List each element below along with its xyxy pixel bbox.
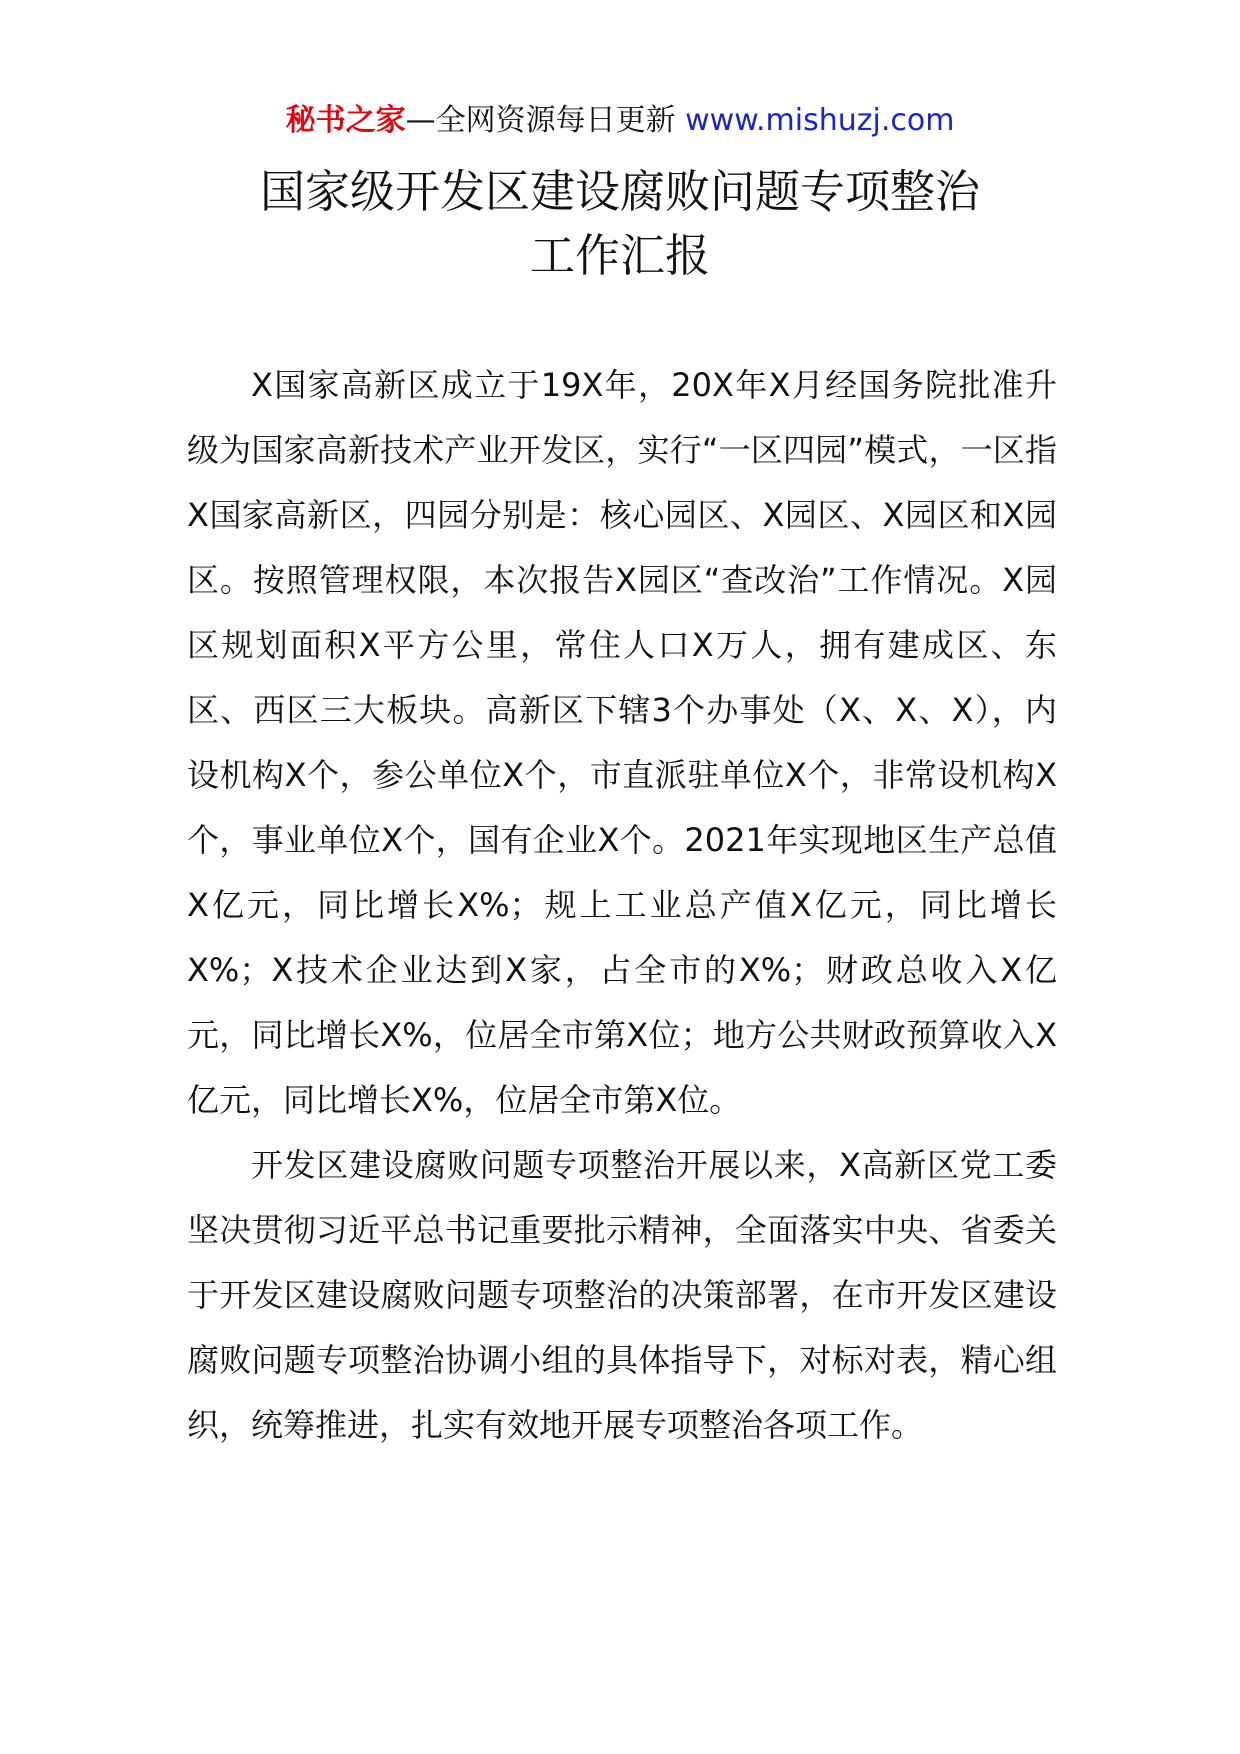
site-url-link[interactable]: www.mishuzj.com bbox=[685, 103, 955, 138]
brand-name: 秘书之家 bbox=[285, 103, 406, 138]
document-title-line-1: 国家级开发区建设腐败问题专项整治 bbox=[259, 165, 980, 218]
paragraph-rectification: 开发区建设腐败问题专项整治开展以来，X高新区党工委坚决贯彻习近平总书记重要批示精神，全面落实中央、省委关于开发区建设腐败问题专项整治的决策部署，在市开发区建设腐败问题专项整治协调小组的具体指导下，对标对表，精心组织，统筹推进，扎实有效地开展专项整治各项工作。 bbox=[187, 1146, 1057, 1444]
document-title-line-2: 工作汇报 bbox=[529, 229, 710, 282]
brand-slogan: —全网资源每日更新 bbox=[405, 103, 676, 138]
watermark-header bbox=[0, 100, 1240, 142]
document-body bbox=[187, 353, 1057, 1458]
paragraph-overview: X国家高新区成立于19X年，20X年X月经国务院批准升级为国家高新技术产业开发区，实行“一区四园”模式，一区指X国家高新区，四园分别是：核心园区、X园区、X园区和X园区。按照管理权限，本次报告X园区“查改治”工作情况。X园区规划面积X平方公里，常住人口X万人，拥有建成区、东区、西区三大板块。高新区下辖3个办事处（X、X、X），内设机构X个，参公单位X个，市直派驻单位X个，非常设机构X个，事业单位X个，国有企业X个。2021年实现地区生产总值X亿元，同比增长X%；规上工业总产值X亿元，同比增长X%；X技术企业达到X家，占全市的X%；财政总收入X亿元，同比增长X%，位居全市第X位；地方公共财政预算收入X亿元，同比增长X%，位居全市第X位。 bbox=[187, 366, 1057, 1119]
document-title bbox=[0, 160, 1240, 288]
